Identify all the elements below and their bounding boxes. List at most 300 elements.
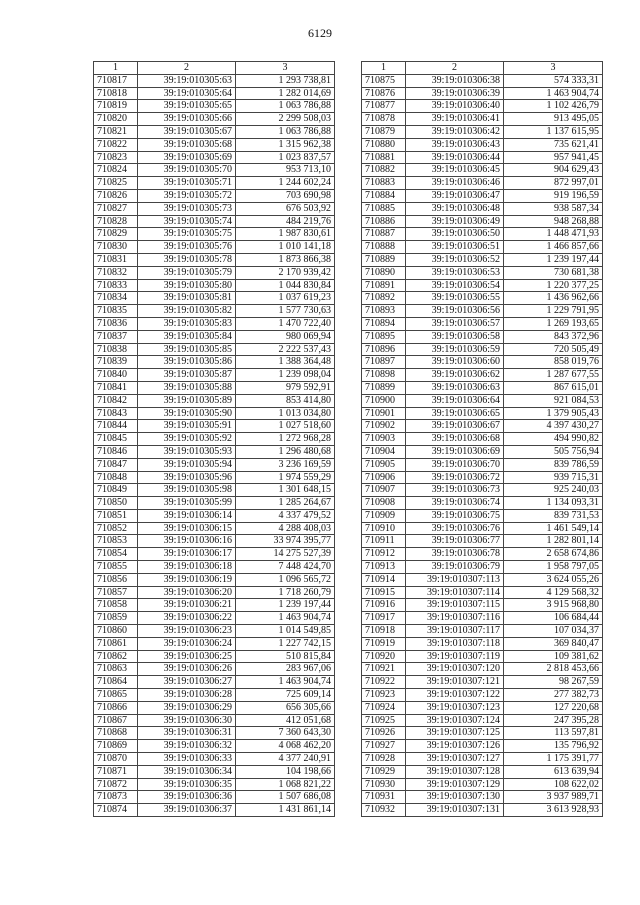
cadastral-number: 39:19:010306:39 [406, 87, 504, 100]
table-row [94, 727, 335, 740]
table-row [94, 765, 335, 778]
cadastral-value: 2 299 508,03 [236, 113, 335, 126]
row-number: 710878 [362, 113, 406, 126]
cadastral-number: 39:19:010306:22 [138, 612, 236, 625]
cadastral-number: 39:19:010306:53 [406, 266, 504, 279]
register-table-right-body [362, 62, 603, 817]
table-row [94, 151, 335, 164]
cadastral-number: 39:19:010306:16 [138, 535, 236, 548]
row-number: 710886 [362, 215, 406, 228]
cadastral-number: 39:19:010306:25 [138, 650, 236, 663]
row-number: 710925 [362, 714, 406, 727]
table-row [94, 458, 335, 471]
row-number: 710823 [94, 151, 138, 164]
table-row [94, 599, 335, 612]
table-row [362, 228, 603, 241]
cadastral-value: 574 333,31 [504, 74, 603, 87]
cadastral-value: 104 198,66 [236, 765, 335, 778]
cadastral-value: 4 377 240,91 [236, 753, 335, 766]
cadastral-number: 39:19:010307:123 [406, 701, 504, 714]
row-number: 710881 [362, 151, 406, 164]
row-number: 710892 [362, 292, 406, 305]
cadastral-number: 39:19:010305:72 [138, 189, 236, 202]
table-row [362, 138, 603, 151]
table-row [94, 573, 335, 586]
cadastral-number: 39:19:010305:82 [138, 305, 236, 318]
cadastral-number: 39:19:010306:56 [406, 305, 504, 318]
cadastral-number: 39:19:010305:90 [138, 407, 236, 420]
cadastral-value: 1 220 377,25 [504, 279, 603, 292]
cadastral-number: 39:19:010306:32 [138, 740, 236, 753]
cadastral-number: 39:19:010306:59 [406, 343, 504, 356]
cadastral-value: 1 027 518,60 [236, 420, 335, 433]
cadastral-value: 921 084,53 [504, 394, 603, 407]
cadastral-value: 938 587,34 [504, 202, 603, 215]
cadastral-number: 39:19:010306:49 [406, 215, 504, 228]
table-row [94, 164, 335, 177]
row-number: 710869 [94, 740, 138, 753]
row-number: 710923 [362, 689, 406, 702]
table-row [94, 228, 335, 241]
table-row [94, 292, 335, 305]
row-number: 710843 [94, 407, 138, 420]
cadastral-value: 1 287 677,55 [504, 369, 603, 382]
table-row [94, 497, 335, 510]
cadastral-number: 39:19:010305:66 [138, 113, 236, 126]
table-row [362, 420, 603, 433]
cadastral-value: 1 470 722,40 [236, 317, 335, 330]
row-number: 710929 [362, 765, 406, 778]
row-number: 710907 [362, 484, 406, 497]
table-row [94, 177, 335, 190]
row-number: 710888 [362, 241, 406, 254]
table-row [362, 356, 603, 369]
row-number: 710831 [94, 253, 138, 266]
table-row [362, 471, 603, 484]
row-number: 710893 [362, 305, 406, 318]
table-row [94, 740, 335, 753]
table-row [94, 586, 335, 599]
table-row [362, 445, 603, 458]
table-row [94, 753, 335, 766]
cadastral-value: 853 414,80 [236, 394, 335, 407]
table-row [362, 753, 603, 766]
row-number: 710865 [94, 689, 138, 702]
table-row [362, 509, 603, 522]
row-number: 710882 [362, 164, 406, 177]
cadastral-number: 39:19:010306:58 [406, 330, 504, 343]
cadastral-value: 979 592,91 [236, 381, 335, 394]
cadastral-number: 39:19:010305:89 [138, 394, 236, 407]
row-number: 710820 [94, 113, 138, 126]
cadastral-number: 39:19:010306:78 [406, 548, 504, 561]
cadastral-number: 39:19:010307:113 [406, 573, 504, 586]
cadastral-number: 39:19:010306:41 [406, 113, 504, 126]
cadastral-number: 39:19:010306:63 [406, 381, 504, 394]
row-number: 710834 [94, 292, 138, 305]
table-row [94, 241, 335, 254]
cadastral-number: 39:19:010306:14 [138, 509, 236, 522]
cadastral-value: 1 293 738,81 [236, 74, 335, 87]
table-row [362, 343, 603, 356]
table-row [362, 305, 603, 318]
table-row [362, 522, 603, 535]
cadastral-number: 39:19:010306:18 [138, 561, 236, 574]
row-number: 710855 [94, 561, 138, 574]
row-number: 710866 [94, 701, 138, 714]
row-number: 710849 [94, 484, 138, 497]
row-number: 710858 [94, 599, 138, 612]
row-number: 710863 [94, 663, 138, 676]
cadastral-value: 106 684,44 [504, 612, 603, 625]
row-number: 710864 [94, 676, 138, 689]
cadastral-number: 39:19:010307:129 [406, 778, 504, 791]
cadastral-number: 39:19:010305:78 [138, 253, 236, 266]
cadastral-value: 108 622,02 [504, 778, 603, 791]
table-row [94, 100, 335, 113]
cadastral-number: 39:19:010305:96 [138, 471, 236, 484]
cadastral-value: 1 134 093,31 [504, 497, 603, 510]
cadastral-value: 1 068 821,22 [236, 778, 335, 791]
cadastral-number: 39:19:010306:54 [406, 279, 504, 292]
cadastral-number: 39:19:010305:74 [138, 215, 236, 228]
cadastral-number: 39:19:010305:92 [138, 433, 236, 446]
table-row [362, 573, 603, 586]
row-number: 710859 [94, 612, 138, 625]
table-row [362, 241, 603, 254]
row-number: 710825 [94, 177, 138, 190]
cadastral-value: 1 244 602,24 [236, 177, 335, 190]
row-number: 710846 [94, 445, 138, 458]
table-row [94, 804, 335, 817]
cadastral-value: 1 379 905,43 [504, 407, 603, 420]
cadastral-value: 867 615,01 [504, 381, 603, 394]
row-number: 710867 [94, 714, 138, 727]
table-row [362, 394, 603, 407]
table-row [362, 125, 603, 138]
row-number: 710836 [94, 317, 138, 330]
cadastral-number: 39:19:010305:65 [138, 100, 236, 113]
row-number: 710932 [362, 804, 406, 817]
table-row [94, 74, 335, 87]
cadastral-value: 113 597,81 [504, 727, 603, 740]
cadastral-value: 1 463 904,74 [236, 676, 335, 689]
cadastral-value: 247 395,28 [504, 714, 603, 727]
table-row [94, 445, 335, 458]
table-row [362, 484, 603, 497]
cadastral-value: 1 296 480,68 [236, 445, 335, 458]
table-row [94, 420, 335, 433]
row-number: 710921 [362, 663, 406, 676]
cadastral-value: 484 219,76 [236, 215, 335, 228]
cadastral-number: 39:19:010305:83 [138, 317, 236, 330]
table-row [362, 727, 603, 740]
cadastral-value: 1 436 962,66 [504, 292, 603, 305]
cadastral-value: 839 786,59 [504, 458, 603, 471]
table-row [362, 497, 603, 510]
cadastral-number: 39:19:010305:71 [138, 177, 236, 190]
cadastral-number: 39:19:010306:79 [406, 561, 504, 574]
cadastral-value: 1 285 264,67 [236, 497, 335, 510]
cadastral-number: 39:19:010306:51 [406, 241, 504, 254]
row-number: 710905 [362, 458, 406, 471]
row-number: 710922 [362, 676, 406, 689]
row-number: 710868 [94, 727, 138, 740]
cadastral-number: 39:19:010306:19 [138, 573, 236, 586]
table-row [94, 701, 335, 714]
cadastral-value: 725 609,14 [236, 689, 335, 702]
cadastral-number: 39:19:010305:98 [138, 484, 236, 497]
column-header-1: 1 [94, 62, 138, 75]
row-number: 710889 [362, 253, 406, 266]
row-number: 710854 [94, 548, 138, 561]
table-row [94, 676, 335, 689]
cadastral-number: 39:19:010306:62 [406, 369, 504, 382]
page-number: 6129 [308, 26, 332, 40]
cadastral-number: 39:19:010306:26 [138, 663, 236, 676]
cadastral-number: 39:19:010307:114 [406, 586, 504, 599]
cadastral-number: 39:19:010306:42 [406, 125, 504, 138]
table-row [94, 663, 335, 676]
cadastral-number: 39:19:010306:37 [138, 804, 236, 817]
cadastral-value: 1 037 619,23 [236, 292, 335, 305]
row-number: 710906 [362, 471, 406, 484]
table-row [362, 189, 603, 202]
cadastral-number: 39:19:010306:70 [406, 458, 504, 471]
cadastral-number: 39:19:010305:85 [138, 343, 236, 356]
cadastral-value: 283 967,06 [236, 663, 335, 676]
row-number: 710852 [94, 522, 138, 535]
cadastral-value: 939 715,31 [504, 471, 603, 484]
cadastral-number: 39:19:010305:79 [138, 266, 236, 279]
cadastral-number: 39:19:010305:80 [138, 279, 236, 292]
table-row [94, 343, 335, 356]
cadastral-value: 913 495,05 [504, 113, 603, 126]
table-row [94, 561, 335, 574]
row-number: 710901 [362, 407, 406, 420]
table-row [362, 650, 603, 663]
cadastral-number: 39:19:010306:28 [138, 689, 236, 702]
table-row [362, 253, 603, 266]
table-row [362, 548, 603, 561]
cadastral-value: 843 372,96 [504, 330, 603, 343]
cadastral-value: 135 796,92 [504, 740, 603, 753]
table-row [94, 471, 335, 484]
cadastral-value: 2 222 537,43 [236, 343, 335, 356]
cadastral-number: 39:19:010305:86 [138, 356, 236, 369]
cadastral-value: 1 507 686,08 [236, 791, 335, 804]
cadastral-number: 39:19:010306:74 [406, 497, 504, 510]
cadastral-value: 872 997,01 [504, 177, 603, 190]
cadastral-number: 39:19:010306:76 [406, 522, 504, 535]
cadastral-number: 39:19:010307:122 [406, 689, 504, 702]
cadastral-value: 1 102 426,79 [504, 100, 603, 113]
cadastral-number: 39:19:010307:131 [406, 804, 504, 817]
cadastral-number: 39:19:010306:73 [406, 484, 504, 497]
row-number: 710920 [362, 650, 406, 663]
row-number: 710832 [94, 266, 138, 279]
cadastral-value: 1 239 197,44 [504, 253, 603, 266]
table-row [362, 535, 603, 548]
cadastral-value: 839 731,53 [504, 509, 603, 522]
row-number: 710817 [94, 74, 138, 87]
cadastral-number: 39:19:010306:65 [406, 407, 504, 420]
cadastral-value: 1 096 565,72 [236, 573, 335, 586]
row-number: 710826 [94, 189, 138, 202]
cadastral-number: 39:19:010307:130 [406, 791, 504, 804]
cadastral-number: 39:19:010307:119 [406, 650, 504, 663]
cadastral-value: 720 505,49 [504, 343, 603, 356]
row-number: 710910 [362, 522, 406, 535]
cadastral-number: 39:19:010306:30 [138, 714, 236, 727]
table-row [94, 381, 335, 394]
cadastral-value: 1 023 837,57 [236, 151, 335, 164]
row-number: 710896 [362, 343, 406, 356]
row-number: 710912 [362, 548, 406, 561]
table-row [94, 484, 335, 497]
cadastral-number: 39:19:010306:15 [138, 522, 236, 535]
table-row [362, 202, 603, 215]
cadastral-number: 39:19:010306:31 [138, 727, 236, 740]
cadastral-number: 39:19:010306:38 [406, 74, 504, 87]
cadastral-number: 39:19:010307:124 [406, 714, 504, 727]
table-row [94, 637, 335, 650]
row-number: 710839 [94, 356, 138, 369]
cadastral-number: 39:19:010305:87 [138, 369, 236, 382]
row-number: 710903 [362, 433, 406, 446]
table-row [362, 701, 603, 714]
table-row [362, 740, 603, 753]
row-number: 710819 [94, 100, 138, 113]
table-row [362, 407, 603, 420]
cadastral-value: 1 137 615,95 [504, 125, 603, 138]
row-number: 710821 [94, 125, 138, 138]
table-row [94, 612, 335, 625]
row-number: 710887 [362, 228, 406, 241]
row-number: 710915 [362, 586, 406, 599]
row-number: 710856 [94, 573, 138, 586]
cadastral-number: 39:19:010306:36 [138, 791, 236, 804]
cadastral-number: 39:19:010307:126 [406, 740, 504, 753]
register-table-left [93, 61, 335, 817]
row-number: 710884 [362, 189, 406, 202]
cadastral-number: 39:19:010305:64 [138, 87, 236, 100]
cadastral-number: 39:19:010306:55 [406, 292, 504, 305]
row-number: 710879 [362, 125, 406, 138]
cadastral-number: 39:19:010305:81 [138, 292, 236, 305]
cadastral-number: 39:19:010306:50 [406, 228, 504, 241]
cadastral-number: 39:19:010307:116 [406, 612, 504, 625]
table-row [94, 317, 335, 330]
cadastral-value: 3 624 055,26 [504, 573, 603, 586]
table-row [94, 253, 335, 266]
cadastral-value: 919 196,59 [504, 189, 603, 202]
table-row [362, 292, 603, 305]
cadastral-value: 3 937 989,71 [504, 791, 603, 804]
cadastral-value: 1 974 559,29 [236, 471, 335, 484]
row-number: 710902 [362, 420, 406, 433]
row-number: 710899 [362, 381, 406, 394]
table-row [362, 765, 603, 778]
cadastral-value: 730 681,38 [504, 266, 603, 279]
table-row [362, 689, 603, 702]
cadastral-value: 1 301 648,15 [236, 484, 335, 497]
cadastral-number: 39:19:010307:120 [406, 663, 504, 676]
cadastral-value: 2 818 453,66 [504, 663, 603, 676]
cadastral-number: 39:19:010306:60 [406, 356, 504, 369]
table-row [362, 74, 603, 87]
cadastral-value: 703 690,98 [236, 189, 335, 202]
row-number: 710919 [362, 637, 406, 650]
row-number: 710898 [362, 369, 406, 382]
row-number: 710908 [362, 497, 406, 510]
row-number: 710822 [94, 138, 138, 151]
cadastral-number: 39:19:010306:24 [138, 637, 236, 650]
cadastral-number: 39:19:010305:63 [138, 74, 236, 87]
row-number: 710853 [94, 535, 138, 548]
table-row [362, 317, 603, 330]
cadastral-number: 39:19:010307:118 [406, 637, 504, 650]
row-number: 710875 [362, 74, 406, 87]
row-number: 710837 [94, 330, 138, 343]
row-number: 710842 [94, 394, 138, 407]
row-number: 710876 [362, 87, 406, 100]
row-number: 710909 [362, 509, 406, 522]
cadastral-value: 953 713,10 [236, 164, 335, 177]
row-number: 710918 [362, 625, 406, 638]
table-row [362, 215, 603, 228]
row-number: 710845 [94, 433, 138, 446]
cadastral-number: 39:19:010306:35 [138, 778, 236, 791]
row-number: 710835 [94, 305, 138, 318]
cadastral-number: 39:19:010306:20 [138, 586, 236, 599]
table-row [94, 305, 335, 318]
table-row [362, 177, 603, 190]
cadastral-number: 39:19:010306:67 [406, 420, 504, 433]
cadastral-value: 2 170 939,42 [236, 266, 335, 279]
table-row [94, 548, 335, 561]
cadastral-value: 109 381,62 [504, 650, 603, 663]
table-row [362, 369, 603, 382]
cadastral-value: 1 718 260,79 [236, 586, 335, 599]
row-number: 710840 [94, 369, 138, 382]
cadastral-number: 39:19:010305:93 [138, 445, 236, 458]
cadastral-number: 39:19:010306:72 [406, 471, 504, 484]
cadastral-number: 39:19:010305:94 [138, 458, 236, 471]
table-row [94, 689, 335, 702]
cadastral-number: 39:19:010305:99 [138, 497, 236, 510]
row-number: 710924 [362, 701, 406, 714]
cadastral-number: 39:19:010306:40 [406, 100, 504, 113]
cadastral-value: 904 629,43 [504, 164, 603, 177]
cadastral-number: 39:19:010306:75 [406, 509, 504, 522]
row-number: 710838 [94, 343, 138, 356]
cadastral-value: 505 756,94 [504, 445, 603, 458]
cadastral-value: 4 288 408,03 [236, 522, 335, 535]
cadastral-value: 494 990,82 [504, 433, 603, 446]
table-row [94, 433, 335, 446]
table-row [94, 394, 335, 407]
row-number: 710916 [362, 599, 406, 612]
cadastral-number: 39:19:010306:27 [138, 676, 236, 689]
table-row [362, 714, 603, 727]
cadastral-number: 39:19:010306:48 [406, 202, 504, 215]
cadastral-number: 39:19:010307:115 [406, 599, 504, 612]
row-number: 710857 [94, 586, 138, 599]
cadastral-value: 3 915 968,80 [504, 599, 603, 612]
cadastral-number: 39:19:010305:75 [138, 228, 236, 241]
cadastral-value: 1 448 471,93 [504, 228, 603, 241]
